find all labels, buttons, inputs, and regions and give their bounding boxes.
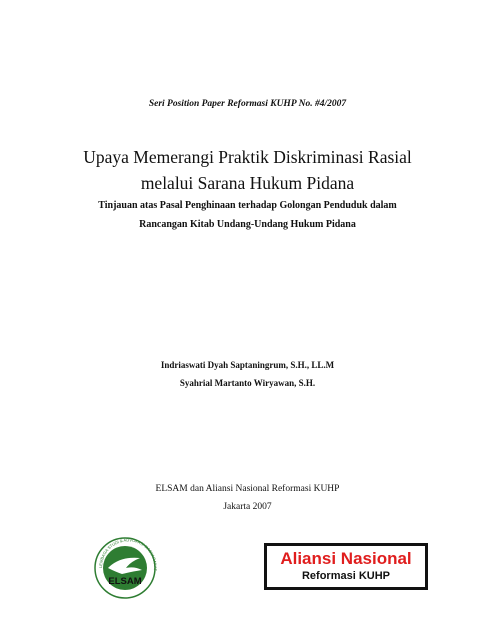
elsam-logo	[90, 528, 160, 608]
subtitle-line-2: Rancangan Kitab Undang-Undang Hukum Pidana	[139, 219, 356, 230]
aliansi-nasional-logo	[264, 543, 428, 590]
title-line-2: melalui Sarana Hukum Pidana	[140, 173, 355, 193]
aliansi-main-text: Aliansi Nasional	[280, 549, 412, 568]
elsam-text: ELSAM	[108, 576, 142, 587]
series-line: Seri Position Paper Reformasi KUHP No. #4/2007	[148, 99, 347, 109]
author-1: Indriaswati Dyah Saptaningrum, S.H., LL.M	[160, 360, 335, 370]
place-year: Jakarta 2007	[223, 502, 272, 512]
title-line-1: Upaya Memerangi Praktik Diskriminasi Rasial	[83, 147, 412, 167]
elsam-ring-text: LEMBAGA STUDI & ADVOKASI MASYARAKAT	[97, 537, 159, 572]
subtitle-line-1: Tinjauan atas Pasal Penghinaan terhadap Golongan Penduduk dalam	[98, 200, 397, 211]
author-2: Syahrial Martanto Wiryawan, S.H.	[179, 378, 316, 388]
aliansi-sub-text: Reformasi KUHP	[301, 570, 391, 582]
publisher-line: ELSAM dan Aliansi Nasional Reformasi KUHP	[155, 484, 340, 494]
